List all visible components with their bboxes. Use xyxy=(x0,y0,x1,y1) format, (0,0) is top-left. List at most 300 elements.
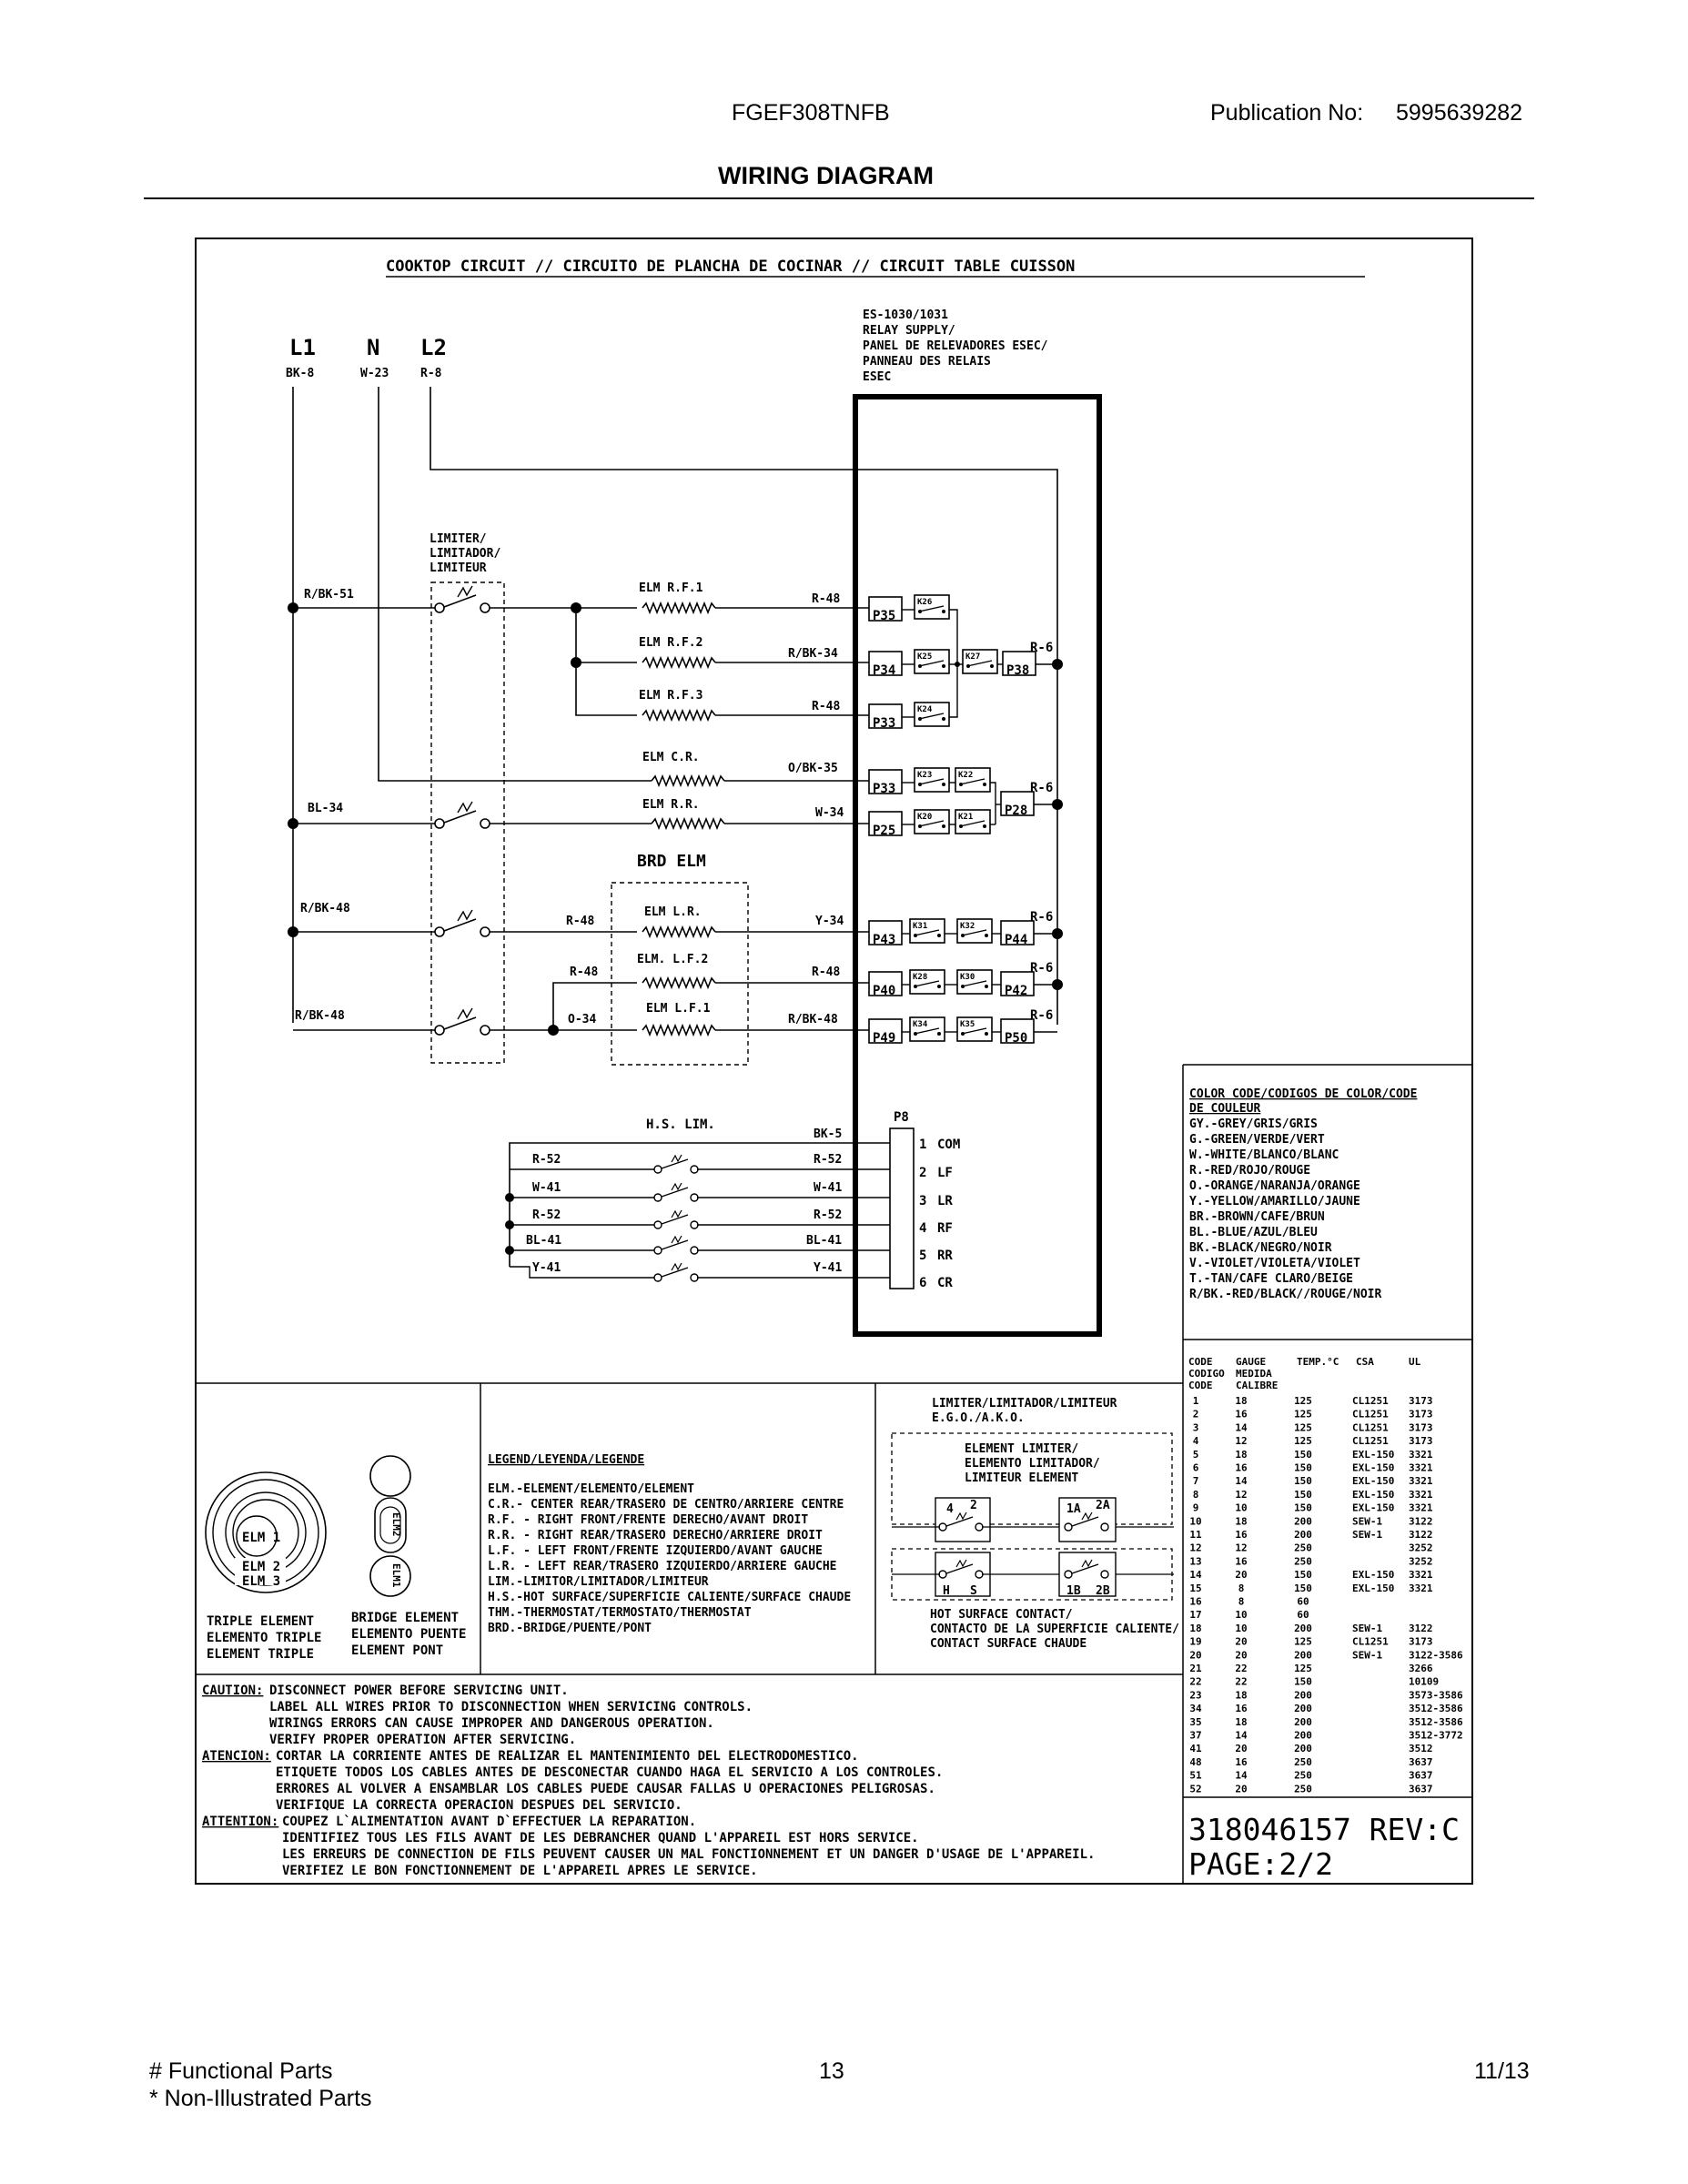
svg-text:ELEMENT TRIPLE: ELEMENT TRIPLE xyxy=(207,1647,315,1662)
gauge-cell: 125 xyxy=(1294,1395,1312,1407)
gauge-cell: 4 xyxy=(1192,1435,1199,1448)
hs-left-wire-2: R-52 xyxy=(532,1208,561,1222)
hs-right-wire-2: W-41 xyxy=(814,1181,843,1195)
elm-rf2 xyxy=(642,658,715,667)
gauge-cell: 200 xyxy=(1294,1622,1312,1634)
wire-rbk48b: R/BK-48 xyxy=(295,1009,345,1023)
elm-lr-label: ELM L.R. xyxy=(644,905,702,919)
gauge-cell: 11 xyxy=(1189,1529,1202,1541)
svg-text:BRIDGE ELEMENT: BRIDGE ELEMENT xyxy=(351,1611,460,1625)
svg-text:BR.-BROWN/CAFE/BRUN: BR.-BROWN/CAFE/BRUN xyxy=(1189,1210,1325,1224)
elm-rf3-label: ELM R.F.3 xyxy=(639,689,703,703)
port-p38: P38 xyxy=(1006,663,1030,678)
bridge-element-caption xyxy=(351,1611,466,1658)
hs-right-wire-4: BL-41 xyxy=(806,1234,843,1248)
wire-w1: R-48 xyxy=(812,592,841,606)
gauge-cell: 14 xyxy=(1235,1475,1248,1488)
gauge-cell: 48 xyxy=(1189,1755,1202,1768)
svg-text:L.F. - LEFT FRONT/FRENTE IZQUI: L.F. - LEFT FRONT/FRENTE IZQUIERDO/AVANT GAUCHE xyxy=(488,1544,823,1558)
hs-left-wire-1: W-41 xyxy=(532,1181,561,1195)
port-p33b: P33 xyxy=(873,782,896,796)
svg-text:T.-TAN/CAFE CLARO/BEIGE: T.-TAN/CAFE CLARO/BEIGE xyxy=(1189,1272,1354,1286)
svg-text:MEDIDA: MEDIDA xyxy=(1236,1368,1272,1380)
elm-lf2 xyxy=(642,978,715,987)
svg-text:DISCONNECT POWER BEFORE SERVIC: DISCONNECT POWER BEFORE SERVICING UNIT. xyxy=(269,1684,569,1698)
svg-text:ELM 2: ELM 2 xyxy=(242,1560,281,1574)
svg-text:LEGEND/LEYENDA/LEGENDE: LEGEND/LEYENDA/LEGENDE xyxy=(488,1453,645,1467)
model-number: FGEF308TNFB xyxy=(732,100,890,126)
gauge-cell: 3321 xyxy=(1409,1488,1433,1501)
svg-text:V.-VIOLET/VIOLETA/VIOLET: V.-VIOLET/VIOLETA/VIOLET xyxy=(1189,1257,1360,1270)
elm-cr xyxy=(652,776,724,785)
svg-text:DE COULEUR: DE COULEUR xyxy=(1189,1102,1261,1116)
elm-lr xyxy=(642,927,715,936)
gauge-cell: 13 xyxy=(1189,1555,1202,1568)
wire-w8: R/BK-48 xyxy=(788,1013,838,1026)
gauge-cell: 3122-3586 xyxy=(1409,1649,1463,1662)
gauge-cell: 125 xyxy=(1294,1635,1312,1648)
svg-text:ELEMENT PONT: ELEMENT PONT xyxy=(351,1643,444,1658)
gauge-cell: 37 xyxy=(1189,1729,1202,1742)
gauge-cell: 16 xyxy=(1235,1408,1248,1421)
relay-supply-label xyxy=(863,308,1048,384)
hs-right-wire-3: R-52 xyxy=(814,1208,843,1222)
gauge-cell: EXL-150 xyxy=(1352,1569,1395,1582)
gauge-cell: 21 xyxy=(1189,1663,1202,1674)
svg-text:G.-GREEN/VERDE/VERT: G.-GREEN/VERDE/VERT xyxy=(1189,1133,1325,1147)
gauge-cell: 16 xyxy=(1235,1755,1248,1768)
gauge-cell: 60 xyxy=(1297,1609,1309,1622)
gauge-cell: 125 xyxy=(1294,1421,1312,1434)
page-title: WIRING DIAGRAM xyxy=(718,162,934,189)
svg-text:ELEMENTO PUENTE: ELEMENTO PUENTE xyxy=(351,1627,467,1642)
gauge-cell: 41 xyxy=(1189,1743,1202,1755)
svg-text:CONTACTO DE LA SUPERFICIE CALI: CONTACTO DE LA SUPERFICIE CALIENTE/ xyxy=(930,1623,1179,1636)
svg-text:1B: 1B xyxy=(1066,1584,1081,1598)
gauge-cell: 200 xyxy=(1294,1515,1312,1528)
gauge-cell: 14 xyxy=(1235,1729,1248,1742)
gauge-cell: 16 xyxy=(1235,1529,1248,1541)
hs-left-wire-4: Y-41 xyxy=(532,1261,561,1275)
relay-k32: K32 xyxy=(960,922,975,931)
gauge-cell: 125 xyxy=(1294,1435,1312,1448)
svg-text:ES-1030/1031: ES-1030/1031 xyxy=(863,308,948,322)
gauge-cell: 125 xyxy=(1294,1408,1312,1421)
gauge-cell: 14 xyxy=(1235,1769,1248,1782)
gauge-cell: 3512-3772 xyxy=(1409,1729,1463,1742)
wire-r48-mid-b: R-48 xyxy=(570,966,599,979)
gauge-cell: 150 xyxy=(1294,1675,1312,1688)
svg-text:CSA: CSA xyxy=(1356,1356,1374,1368)
hs-left-wire-3: BL-41 xyxy=(526,1234,562,1248)
elm-lf2-label: ELM. L.F.2 xyxy=(637,953,709,966)
svg-text:R.F. - RIGHT FRONT/FRENTE DERE: R.F. - RIGHT FRONT/FRENTE DERECHO/AVANT DROIT xyxy=(488,1513,809,1527)
svg-text:LIMITEUR: LIMITEUR xyxy=(430,561,487,575)
gauge-cell: 60 xyxy=(1297,1595,1309,1608)
elm-cr-label: ELM C.R. xyxy=(642,751,700,764)
gauge-cell: 150 xyxy=(1294,1488,1312,1501)
r6-5: R-6 xyxy=(1030,1008,1054,1023)
limiter-label xyxy=(430,532,500,575)
relay-k23: K23 xyxy=(917,771,933,780)
hs-right-wire-5: Y-41 xyxy=(814,1261,843,1275)
relay-k21: K21 xyxy=(958,813,974,822)
gauge-cell: 15 xyxy=(1189,1582,1202,1594)
svg-text:CORTAR LA CORRIENTE ANTES DE R: CORTAR LA CORRIENTE ANTES DE REALIZAR EL MANTENIMIENTO DEL ELECTRODOMESTICO. xyxy=(276,1749,859,1764)
svg-text:GAUGE: GAUGE xyxy=(1236,1356,1267,1368)
relay-k34: K34 xyxy=(913,1020,928,1029)
footer-functional-parts: # Functional Parts xyxy=(149,2058,333,2084)
gauge-cell: 18 xyxy=(1235,1395,1248,1407)
svg-text:CONTACT SURFACE CHAUDE: CONTACT SURFACE CHAUDE xyxy=(930,1637,1087,1651)
gauge-cell: 3637 xyxy=(1409,1755,1433,1768)
gauge-cell: 3266 xyxy=(1409,1663,1433,1674)
gauge-cell: 10 xyxy=(1189,1515,1202,1528)
gauge-cell: 14 xyxy=(1189,1569,1202,1582)
gauge-cell: 150 xyxy=(1294,1582,1312,1594)
gauge-cell: 14 xyxy=(1235,1421,1248,1434)
gauge-cell: 16 xyxy=(1235,1703,1248,1715)
svg-text:LF: LF xyxy=(937,1166,953,1180)
gauge-cell: 22 xyxy=(1235,1675,1248,1688)
gauge-cell: 8 xyxy=(1238,1595,1245,1608)
relay-k26: K26 xyxy=(917,598,933,607)
svg-text:1A: 1A xyxy=(1066,1502,1081,1516)
svg-text:VERIFIEZ LE BON FONCTIONNEMENT: VERIFIEZ LE BON FONCTIONNEMENT DE L'APPAREIL APRES LE SERVICE. xyxy=(282,1864,758,1878)
gauge-cell: 9 xyxy=(1192,1502,1199,1514)
gauge-cell: 3321 xyxy=(1409,1502,1433,1514)
svg-text:BK.-BLACK/NEGRO/NOIR: BK.-BLACK/NEGRO/NOIR xyxy=(1189,1241,1332,1255)
gauge-cell: 3173 xyxy=(1409,1635,1433,1648)
gauge-cell: 20 xyxy=(1235,1783,1248,1795)
p8-pins xyxy=(919,1138,960,1290)
r6-2: R-6 xyxy=(1030,781,1054,795)
gauge-cell: 20 xyxy=(1235,1569,1248,1582)
gauge-cell: 35 xyxy=(1189,1715,1202,1728)
gauge-cell: SEW-1 xyxy=(1352,1649,1383,1662)
gauge-cell: 3512-3586 xyxy=(1409,1715,1463,1728)
gauge-cell: SEW-1 xyxy=(1352,1515,1383,1528)
gauge-cell: 20 xyxy=(1235,1635,1248,1648)
relay-k27: K27 xyxy=(965,652,981,662)
svg-text:COUPEZ L`ALIMENTATION AVANT D`: COUPEZ L`ALIMENTATION AVANT D`EFFECTUER LA REPARATION. xyxy=(282,1815,697,1829)
gauge-cell: 3252 xyxy=(1409,1542,1433,1554)
gauge-table-header xyxy=(1188,1356,1421,1391)
relay-k22: K22 xyxy=(958,771,974,780)
svg-text:CALIBRE: CALIBRE xyxy=(1236,1380,1279,1391)
gauge-cell: 3321 xyxy=(1409,1582,1433,1594)
gauge-cell: 17 xyxy=(1189,1609,1202,1622)
gauge-cell: 3173 xyxy=(1409,1395,1433,1407)
elm-rf1-label: ELM R.F.1 xyxy=(639,581,703,595)
gauge-cell: 1 xyxy=(1192,1395,1199,1407)
svg-text:CODE: CODE xyxy=(1188,1356,1213,1368)
footer-date: 11/13 xyxy=(1474,2058,1530,2084)
gauge-cell: 3252 xyxy=(1409,1555,1433,1568)
gauge-cell: 12 xyxy=(1235,1542,1248,1554)
svg-text:TEMP.°C: TEMP.°C xyxy=(1297,1356,1339,1368)
gauge-cell: 150 xyxy=(1294,1475,1312,1488)
p8-connector xyxy=(890,1128,914,1289)
gauge-cell: 125 xyxy=(1294,1663,1312,1674)
gauge-cell: 3173 xyxy=(1409,1435,1433,1448)
svg-text:ELM 3: ELM 3 xyxy=(242,1574,281,1589)
wire-r48-mid-a: R-48 xyxy=(566,915,595,928)
wire-rbk51: R/BK-51 xyxy=(304,588,354,602)
svg-text:CODE: CODE xyxy=(1188,1380,1213,1391)
gauge-cell: 6 xyxy=(1192,1461,1199,1474)
gauge-cell: 150 xyxy=(1294,1461,1312,1474)
gauge-cell: 3512-3586 xyxy=(1409,1703,1463,1715)
gauge-cell: CL1251 xyxy=(1352,1395,1389,1407)
gauge-cell: 3321 xyxy=(1409,1461,1433,1474)
port-p40: P40 xyxy=(873,984,896,998)
hs-right-wire-1: R-52 xyxy=(814,1153,843,1167)
r6-1: R-6 xyxy=(1030,641,1054,655)
color-code-list xyxy=(1189,1087,1417,1301)
svg-text:ERRORES AL VOLVER A ENSAMBLAR: ERRORES AL VOLVER A ENSAMBLAR LOS CABLES PUEDE CAUSAR FALLAS U OPERACIONES PELIGROSAS. xyxy=(276,1782,935,1796)
svg-text:R.R. - RIGHT REAR/TRASERO DERE: R.R. - RIGHT REAR/TRASERO DERECHO/ARRIERE DROIT xyxy=(488,1529,823,1542)
page-indicator: PAGE:2/2 xyxy=(1188,1846,1333,1882)
hs-left-wire-0: R-52 xyxy=(532,1153,561,1167)
port-p33a: P33 xyxy=(873,716,896,731)
gauge-cell: 3 xyxy=(1192,1421,1199,1434)
svg-text:6: 6 xyxy=(919,1276,927,1290)
wire-w6: Y-34 xyxy=(815,915,844,928)
relay-k25: K25 xyxy=(917,652,933,662)
gauge-cell: 10 xyxy=(1235,1502,1248,1514)
svg-text:ETIQUETE TODOS LOS CABLES ANTE: ETIQUETE TODOS LOS CABLES ANTES DE DESCONECTAR CUANDO HAGA EL SERVICIO A LOS CONTROLES. xyxy=(276,1765,944,1780)
svg-text:ELM 1: ELM 1 xyxy=(242,1531,281,1545)
gauge-cell: EXL-150 xyxy=(1352,1502,1395,1514)
relay-k24: K24 xyxy=(917,705,933,714)
relay-k31: K31 xyxy=(913,922,928,931)
gauge-cell: 20 xyxy=(1235,1743,1248,1755)
r6-4: R-6 xyxy=(1030,961,1054,976)
gauge-cell: 150 xyxy=(1294,1569,1312,1582)
svg-text:THM.-THERMOSTAT/TERMOSTATO/THE: THM.-THERMOSTAT/TERMOSTATO/THERMOSTAT xyxy=(488,1606,752,1620)
gauge-cell: 18 xyxy=(1189,1622,1202,1634)
gauge-cell: 23 xyxy=(1189,1689,1202,1702)
svg-text:ATTENTION:: ATTENTION: xyxy=(202,1815,279,1829)
svg-text:ELEMENT LIMITER/: ELEMENT LIMITER/ xyxy=(965,1442,1079,1456)
gauge-cell: 200 xyxy=(1294,1703,1312,1715)
limiter-detail xyxy=(892,1397,1179,1651)
gauge-cell: 22 xyxy=(1189,1675,1202,1688)
gauge-cell: 12 xyxy=(1189,1542,1202,1554)
svg-text:RR: RR xyxy=(937,1249,953,1263)
svg-text:LABEL ALL WIRES PRIOR TO DISCO: LABEL ALL WIRES PRIOR TO DISCONNECTION WHEN SERVICING CONTROLS. xyxy=(269,1700,753,1714)
gauge-cell: 3637 xyxy=(1409,1783,1433,1795)
elm-rr-label: ELM R.R. xyxy=(642,798,700,812)
p8-label: P8 xyxy=(894,1110,909,1125)
gauge-cell: SEW-1 xyxy=(1352,1622,1383,1634)
part-number: 318046157 REV:C xyxy=(1188,1812,1461,1847)
svg-text:LIMITER/: LIMITER/ xyxy=(430,532,487,546)
gauge-cell: 20 xyxy=(1235,1649,1248,1662)
gauge-cell: EXL-150 xyxy=(1352,1461,1395,1474)
elm-rf2-label: ELM R.F.2 xyxy=(639,636,703,650)
gauge-cell: 8 xyxy=(1192,1488,1199,1501)
gauge-cell: 3321 xyxy=(1409,1475,1433,1488)
hs-lim-label: H.S. LIM. xyxy=(646,1117,715,1132)
relay-k20: K20 xyxy=(917,813,933,822)
gauge-cell: 5 xyxy=(1192,1448,1199,1461)
gauge-cell: 200 xyxy=(1294,1729,1312,1742)
gauge-cell: SEW-1 xyxy=(1352,1529,1383,1541)
svg-text:3: 3 xyxy=(919,1194,927,1208)
wire-w23: W-23 xyxy=(360,367,389,380)
relay-k30: K30 xyxy=(960,973,975,982)
svg-text:H.S.-HOT SURFACE/SUPERFICIE CA: H.S.-HOT SURFACE/SUPERFICIE CALIENTE/SURFACE CHAUDE xyxy=(488,1591,852,1604)
gauge-cell: 200 xyxy=(1294,1743,1312,1755)
svg-text:4: 4 xyxy=(946,1502,954,1516)
svg-text:BRD.-BRIDGE/PUENTE/PONT: BRD.-BRIDGE/PUENTE/PONT xyxy=(488,1622,652,1635)
gauge-cell: 7 xyxy=(1192,1475,1199,1488)
svg-text:2: 2 xyxy=(919,1166,927,1180)
gauge-cell: EXL-150 xyxy=(1352,1448,1395,1461)
svg-text:HOT SURFACE CONTACT/: HOT SURFACE CONTACT/ xyxy=(930,1608,1073,1622)
svg-text:LIM.-LIMITOR/LIMITADOR/LIMITEU: LIM.-LIMITOR/LIMITADOR/LIMITEUR xyxy=(488,1575,709,1589)
svg-text:O.-ORANGE/NARANJA/ORANGE: O.-ORANGE/NARANJA/ORANGE xyxy=(1189,1179,1360,1193)
svg-text:H: H xyxy=(943,1584,950,1598)
label-n: N xyxy=(367,335,380,360)
gauge-cell: CL1251 xyxy=(1352,1421,1389,1434)
gauge-cell: CL1251 xyxy=(1352,1408,1389,1421)
label-l2: L2 xyxy=(420,335,447,360)
port-p44: P44 xyxy=(1005,933,1028,947)
svg-text:IDENTIFIEZ TOUS LES FILS AVANT: IDENTIFIEZ TOUS LES FILS AVANT DE LES DEBRANCHER QUAND L'APPAREIL EST HORS SERVICE. xyxy=(282,1831,919,1845)
svg-text:VERIFIQUE LA CORRECTA OPERACIO: VERIFIQUE LA CORRECTA OPERACION DESPUES DEL SERVICIO. xyxy=(276,1798,682,1813)
gauge-cell: 16 xyxy=(1189,1595,1202,1608)
svg-text:4: 4 xyxy=(919,1221,927,1236)
svg-text:ELM.-ELEMENT/ELEMENTO/ELEMENT: ELM.-ELEMENT/ELEMENTO/ELEMENT xyxy=(488,1482,694,1496)
wire-w3: R-48 xyxy=(812,700,841,713)
gauge-cell: CL1251 xyxy=(1352,1435,1389,1448)
port-p25: P25 xyxy=(873,824,896,838)
elm-rf1 xyxy=(642,603,715,612)
gauge-cell: 52 xyxy=(1189,1783,1202,1795)
wire-w7: R-48 xyxy=(812,966,841,979)
publication-number: 5995639282 xyxy=(1396,100,1523,126)
hs-right-wire-0: BK-5 xyxy=(814,1127,843,1141)
gauge-cell: 150 xyxy=(1294,1448,1312,1461)
svg-text:ELEMENTO LIMITADOR/: ELEMENTO LIMITADOR/ xyxy=(965,1457,1100,1471)
gauge-cell: 51 xyxy=(1189,1769,1202,1782)
circuit-title: COOKTOP CIRCUIT // CIRCUITO DE PLANCHA DE COCINAR // CIRCUIT TABLE CUISSON xyxy=(386,258,1076,276)
svg-text:E.G.O./A.K.O.: E.G.O./A.K.O. xyxy=(932,1411,1025,1425)
svg-text:LIMITADOR/: LIMITADOR/ xyxy=(430,547,501,561)
svg-text:WIRINGS ERRORS CAN CAUSE IMPRO: WIRINGS ERRORS CAN CAUSE IMPROPER AND DANGEROUS OPERATION. xyxy=(269,1716,714,1731)
gauge-cell: 3173 xyxy=(1409,1421,1433,1434)
svg-text:ESEC: ESEC xyxy=(863,370,892,384)
svg-text:R/BK.-RED/BLACK//ROUGE/NOIR: R/BK.-RED/BLACK//ROUGE/NOIR xyxy=(1189,1288,1382,1301)
port-p28: P28 xyxy=(1005,804,1028,818)
footer-non-illustrated: * Non-Illustrated Parts xyxy=(149,2086,372,2111)
gauge-cell: 12 xyxy=(1235,1488,1248,1501)
svg-text:CAUTION:: CAUTION: xyxy=(202,1684,264,1698)
wire-bk8: BK-8 xyxy=(286,367,315,380)
label-l1: L1 xyxy=(289,335,316,360)
gauge-cell: 16 xyxy=(1235,1461,1248,1474)
port-p35: P35 xyxy=(873,609,896,623)
gauge-cell: 250 xyxy=(1294,1769,1312,1782)
gauge-cell: 18 xyxy=(1235,1448,1248,1461)
footer-page-number: 13 xyxy=(819,2058,844,2084)
svg-text:ATENCION:: ATENCION: xyxy=(202,1749,271,1764)
gauge-cell: 3573-3586 xyxy=(1409,1689,1463,1702)
legend xyxy=(488,1453,851,1635)
wire-r8: R-8 xyxy=(420,367,442,380)
gauge-cell: 8 xyxy=(1238,1582,1245,1594)
publication-label: Publication No: xyxy=(1210,100,1364,126)
gauge-cell: 3122 xyxy=(1409,1622,1433,1634)
triple-element-caption xyxy=(207,1614,321,1662)
svg-text:CR: CR xyxy=(937,1276,953,1290)
gauge-cell: 250 xyxy=(1294,1542,1312,1554)
svg-text:1: 1 xyxy=(919,1138,927,1152)
gauge-cell: 18 xyxy=(1235,1689,1248,1702)
svg-text:LR: LR xyxy=(937,1194,953,1208)
wire-o34: O-34 xyxy=(568,1013,597,1026)
gauge-cell: 3512 xyxy=(1409,1743,1433,1755)
gauge-cell: 34 xyxy=(1189,1703,1202,1715)
svg-text:UL: UL xyxy=(1409,1356,1421,1368)
gauge-cell: 22 xyxy=(1235,1663,1248,1674)
elm-lf1 xyxy=(642,1026,715,1035)
svg-text:PANNEAU DES RELAIS: PANNEAU DES RELAIS xyxy=(863,355,991,369)
gauge-cell: 18 xyxy=(1235,1515,1248,1528)
svg-text:W.-WHITE/BLANCO/BLANC: W.-WHITE/BLANCO/BLANC xyxy=(1189,1148,1339,1162)
caution-block xyxy=(202,1684,1095,1878)
gauge-cell: 19 xyxy=(1189,1635,1202,1648)
relay-k35: K35 xyxy=(960,1020,975,1029)
svg-text:LIMITER/LIMITADOR/LIMITEUR: LIMITER/LIMITADOR/LIMITEUR xyxy=(932,1397,1117,1410)
svg-text:CODIGO: CODIGO xyxy=(1188,1368,1225,1380)
port-p50: P50 xyxy=(1005,1031,1028,1046)
gauge-cell: 250 xyxy=(1294,1783,1312,1795)
gauge-cell: EXL-150 xyxy=(1352,1582,1395,1594)
port-p42: P42 xyxy=(1005,984,1028,998)
svg-text:R.-RED/ROJO/ROUGE: R.-RED/ROJO/ROUGE xyxy=(1189,1164,1311,1178)
gauge-cell: 3122 xyxy=(1409,1529,1433,1541)
svg-text:S: S xyxy=(970,1584,977,1598)
svg-text:2B: 2B xyxy=(1096,1584,1110,1598)
wire-w2: R/BK-34 xyxy=(788,647,838,661)
svg-text:RELAY SUPPLY/: RELAY SUPPLY/ xyxy=(863,324,955,338)
gauge-cell: 3637 xyxy=(1409,1769,1433,1782)
svg-text:ELM1: ELM1 xyxy=(390,1563,402,1588)
wire-w5: W-34 xyxy=(815,806,844,820)
gauge-cell: 150 xyxy=(1294,1502,1312,1514)
elm-rr xyxy=(652,819,724,828)
svg-text:LES ERREURS DE CONNECTION DE F: LES ERREURS DE CONNECTION DE FILS PEUVENT CAUSER UN MAL FONCTIONNEMENT ET UN DANGER D'USAGE DE L'APPAREIL. xyxy=(282,1847,1096,1862)
gauge-cell: 2 xyxy=(1192,1408,1199,1421)
r6-3: R-6 xyxy=(1030,910,1054,925)
svg-text:2: 2 xyxy=(970,1499,977,1512)
svg-text:ELM2: ELM2 xyxy=(390,1512,402,1537)
svg-text:2A: 2A xyxy=(1096,1499,1110,1512)
svg-text:RF: RF xyxy=(937,1221,953,1236)
gauge-table-rows xyxy=(1189,1395,1463,1795)
relay-k28: K28 xyxy=(913,973,928,982)
gauge-cell: 200 xyxy=(1294,1715,1312,1728)
gauge-cell: 3173 xyxy=(1409,1408,1433,1421)
gauge-cell: EXL-150 xyxy=(1352,1488,1395,1501)
gauge-cell: 10 xyxy=(1235,1609,1248,1622)
elm-rf3 xyxy=(642,711,715,720)
gauge-cell: 250 xyxy=(1294,1555,1312,1568)
